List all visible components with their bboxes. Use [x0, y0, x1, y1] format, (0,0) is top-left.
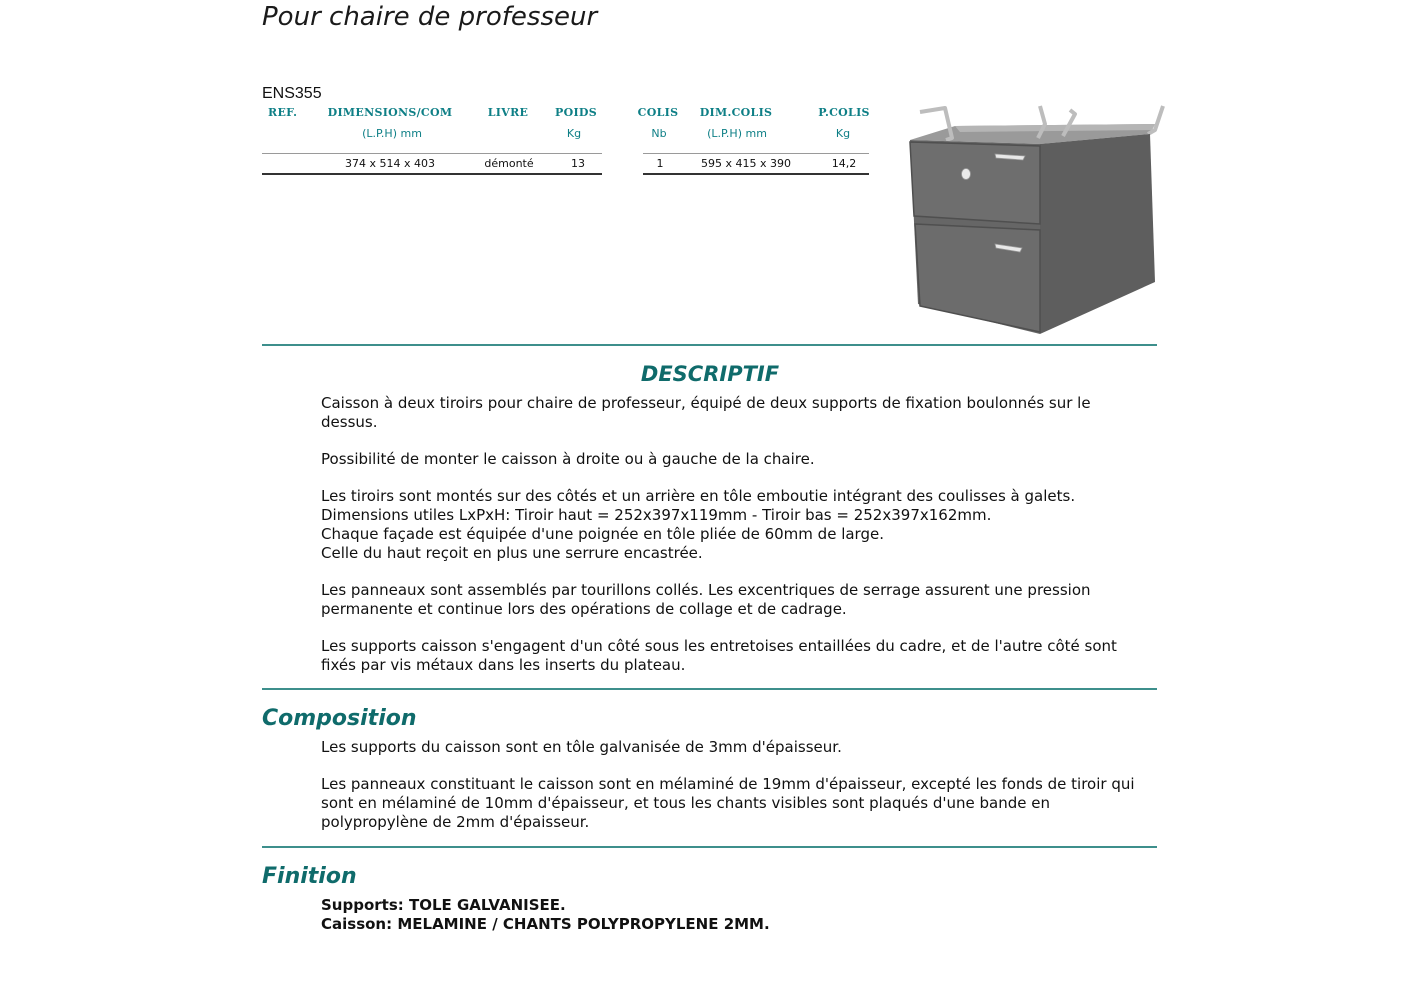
section-divider — [262, 688, 1157, 690]
table-cell-dim-colis: 595 x 415 x 390 — [701, 157, 791, 170]
table-unit-colis: Nb — [651, 127, 667, 140]
descriptif-body — [321, 394, 1151, 675]
table-header-dimensions: DIMENSIONS/COM — [327, 106, 453, 119]
table-unit-dimensions: (L.P.H) mm — [362, 127, 422, 140]
descriptif-paragraph: Les tiroirs sont montés sur des côtés et un arrière en tôle emboutie intégrant des coulisses à galets. Dimensions utiles LxPxH: Tiroir haut = 252x397x119mm - Tiroir bas = 252x397x162mm. Chaque façade est équipée d'une poignée en tôle pliée de 60mm de large. Celle du haut reçoit en plus une serrure encastrée. — [321, 487, 1076, 562]
table-header-p-colis: P.COLIS — [818, 106, 870, 119]
table-unit-poids: Kg — [566, 127, 582, 140]
table-bottom-rule — [262, 173, 602, 175]
cabinet-side — [1040, 134, 1155, 334]
composition-paragraph: Les panneaux constituant le caisson sont en mélaminé de 19mm d'épaisseur, excepté les fonds de tiroir qui sont en mélaminé de 10mm d'épaisseur, et tous les chants visibles sont plaqués d'une bande en polypropylène de 2mm d'épaisseur. — [321, 775, 1135, 831]
table-cell-livre: démonté — [484, 157, 534, 170]
finition-heading: Finition — [262, 864, 357, 889]
table-cell-poids: 13 — [571, 157, 585, 170]
table-unit-p-colis: Kg — [835, 127, 851, 140]
composition-paragraph: Les supports du caisson sont en tôle galvanisée de 3mm d'épaisseur. — [321, 738, 842, 756]
table-header-dim-colis: DIM.COLIS — [699, 106, 773, 119]
finition-body — [321, 896, 1151, 934]
product-reference: ENS355 — [262, 85, 322, 102]
descriptif-heading: DESCRIPTIF — [640, 362, 780, 386]
drawer-bottom — [915, 224, 1040, 332]
descriptif-paragraph: Caisson à deux tiroirs pour chaire de professeur, équipé de deux supports de fixation boulonnés sur le dessus. — [321, 394, 1091, 431]
descriptif-paragraph: Possibilité de monter le caisson à droite ou à gauche de la chaire. — [321, 450, 815, 468]
table-cell-p-colis: 14,2 — [831, 157, 857, 170]
table-cell-colis: 1 — [656, 157, 664, 170]
section-divider — [262, 846, 1157, 848]
descriptif-paragraph: Les panneaux sont assemblés par tourillons collés. Les excentriques de serrage assurent une pression permanente et continue lors des opérations de collage et de cadrage. — [321, 581, 1091, 618]
page-title: Pour chaire de professeur — [262, 2, 598, 32]
table-header-colis: COLIS — [637, 106, 679, 119]
composition-body — [321, 738, 1151, 832]
descriptif-paragraph: Les supports caisson s'engagent d'un côté sous les entretoises entaillées du cadre, et de l'autre côté sont fixés par vis métaux dans les inserts du plateau. — [321, 637, 1117, 674]
table-header-poids: POIDS — [555, 106, 597, 119]
table-cell-dimensions: 374 x 514 x 403 — [345, 157, 435, 170]
finition-line: Supports: TOLE GALVANISEE. — [321, 896, 566, 914]
cabinet-illustration — [900, 98, 1170, 340]
lock-icon — [962, 169, 971, 180]
table-bottom-rule — [643, 173, 869, 175]
table-unit-dim-colis: (L.P.H) mm — [707, 127, 767, 140]
table-header-livre: LIVRE — [487, 106, 529, 119]
section-divider — [262, 344, 1157, 346]
composition-heading: Composition — [262, 706, 417, 731]
table-header-ref: REF. — [268, 106, 298, 119]
drawer-top — [910, 142, 1040, 224]
table-divider — [262, 153, 602, 154]
table-divider — [643, 153, 869, 154]
finition-line: Caisson: MELAMINE / CHANTS POLYPROPYLENE 2MM. — [321, 915, 770, 933]
